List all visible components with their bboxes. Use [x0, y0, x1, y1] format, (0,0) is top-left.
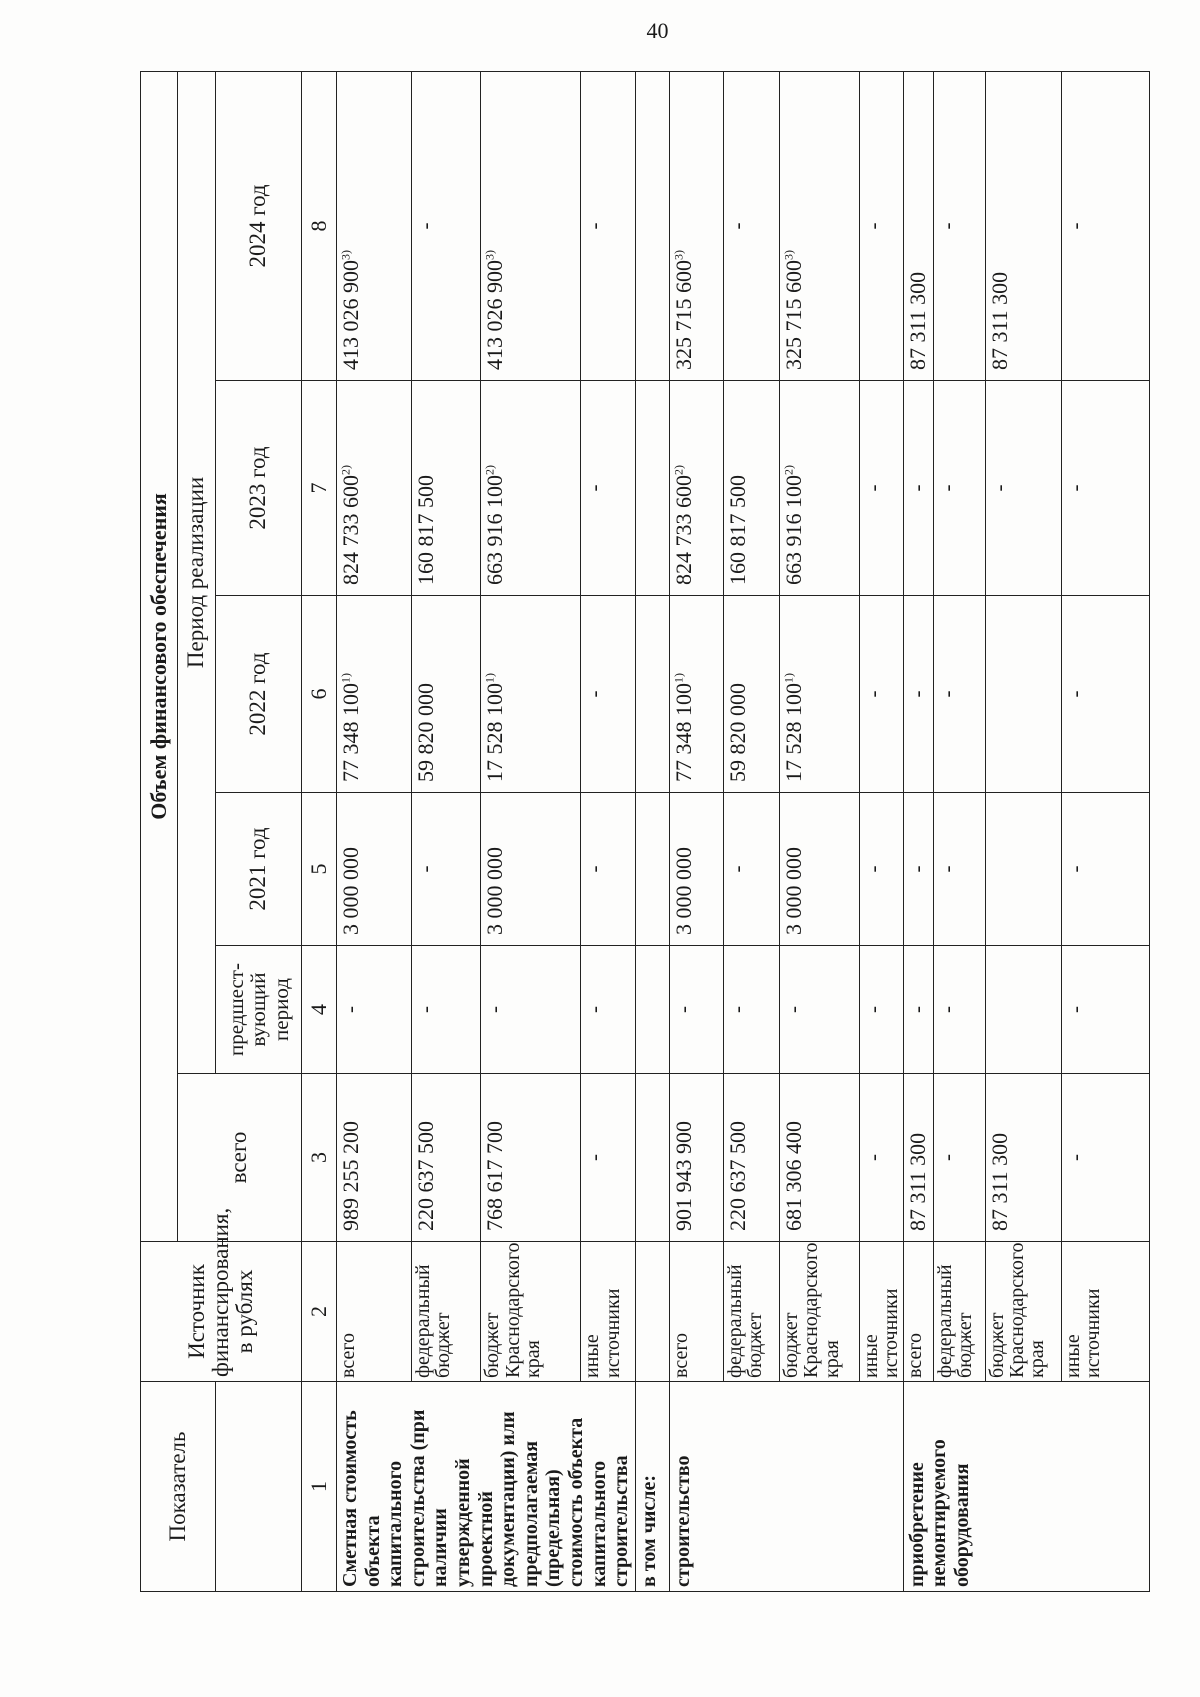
value-cell: 17 528 100$^{1)}$ — [481, 596, 581, 793]
value-cell: - — [337, 946, 412, 1074]
indicator-estimated-cost: Сметная стоимость объекта капитального строительства (при наличии утвержденной проектной документации) или предполагаемая (предельная) стоимость объекта капитального строительства — [337, 1382, 636, 1592]
footnote-mark: 2) — [781, 465, 796, 475]
header-2022: 2022 год — [216, 596, 302, 793]
footnote-mark: 1) — [781, 673, 796, 683]
value-cell: 3 000 000 — [337, 793, 412, 946]
source-cell: федеральный бюджет — [933, 1242, 985, 1382]
value-cell: 87 311 300 — [985, 71, 1061, 380]
col-number: 5 — [302, 793, 337, 946]
value-cell: - — [669, 946, 723, 1074]
indicator-construction: строительство — [669, 1382, 903, 1592]
table-row — [933, 71, 985, 1591]
in-that-number-label: в том числе: — [635, 1382, 669, 1592]
footnote-mark: 2) — [338, 465, 353, 475]
source-cell: бюджет Краснодарского края — [985, 1242, 1061, 1382]
value-cell: 17 528 100$^{1)}$ — [779, 596, 859, 793]
value-cell: - — [903, 946, 933, 1074]
value-cell: - — [1061, 596, 1150, 793]
source-cell: иные источники — [859, 1242, 903, 1382]
value-cell: - — [933, 596, 985, 793]
value-cell: - — [859, 946, 903, 1074]
col-number: 2 — [302, 1242, 337, 1382]
value-cell: - — [481, 946, 581, 1074]
page-number: 40 — [646, 18, 669, 43]
value-cell: - — [859, 71, 903, 380]
table-row — [669, 71, 723, 1591]
value-cell: - — [411, 793, 481, 946]
value-cell: - — [581, 596, 636, 793]
empty-cell — [635, 381, 669, 596]
empty-cell — [635, 1242, 669, 1382]
header-source: Источник финансирования, в рублях — [141, 1242, 302, 1382]
value-cell: 220 637 500 — [723, 1074, 779, 1242]
value-cell: 824 733 600$^{2)}$ — [669, 381, 723, 596]
table-row — [1061, 71, 1150, 1591]
footnote-mark: 1) — [483, 673, 498, 683]
table-row — [903, 71, 933, 1591]
value-cell: - — [933, 1074, 985, 1242]
value-cell: 59 820 000 — [411, 596, 481, 793]
col-number: 8 — [302, 71, 337, 380]
value-cell: - — [1061, 71, 1150, 380]
rotated-sheet — [140, 72, 1150, 1592]
value-cell: 768 617 700 — [481, 1074, 581, 1242]
source-cell: всего — [669, 1242, 723, 1382]
value-cell: - — [933, 793, 985, 946]
value-cell: - — [581, 381, 636, 596]
value-cell: - — [933, 71, 985, 380]
footnote-mark: 2) — [483, 465, 498, 475]
value-cell: 989 255 200 — [337, 1074, 412, 1242]
col-number: 6 — [302, 596, 337, 793]
column-numbers-row — [302, 71, 337, 1591]
col-number: 4 — [302, 946, 337, 1074]
value-cell: 681 306 400 — [779, 1074, 859, 1242]
footnote-mark: 3) — [483, 250, 498, 260]
value-cell: - — [903, 596, 933, 793]
value-cell: - — [411, 71, 481, 380]
indicator-equipment: приобретение немонтируемого оборудования — [903, 1382, 1150, 1592]
value-cell: - — [723, 946, 779, 1074]
header-2021: 2021 год — [216, 793, 302, 946]
value-cell: - — [859, 793, 903, 946]
source-cell: всего — [337, 1242, 412, 1382]
empty-cell — [635, 793, 669, 946]
header-2023: 2023 год — [216, 381, 302, 596]
value-cell: - — [933, 946, 985, 1074]
value-cell: 413 026 900$^{3)}$ — [337, 71, 412, 380]
value-cell: 87 311 300 — [903, 1074, 933, 1242]
value-cell: - — [581, 1074, 636, 1242]
value-cell: 3 000 000 — [669, 793, 723, 946]
value-cell: - — [933, 381, 985, 596]
value-cell: - — [581, 793, 636, 946]
value-cell: - — [581, 946, 636, 1074]
value-cell — [985, 596, 1061, 793]
value-cell: - — [903, 793, 933, 946]
value-cell: 59 820 000 — [723, 596, 779, 793]
value-cell: 87 311 300 — [985, 1074, 1061, 1242]
footnote-mark: 3) — [781, 250, 796, 260]
table-row — [723, 71, 779, 1591]
table-row — [985, 71, 1061, 1591]
col-number: 1 — [302, 1382, 337, 1592]
value-cell: - — [723, 793, 779, 946]
col-number: 3 — [302, 1074, 337, 1242]
footnote-mark: 1) — [338, 673, 353, 683]
value-cell: 3 000 000 — [779, 793, 859, 946]
table-row — [411, 71, 481, 1591]
footnote-mark: 3) — [338, 250, 353, 260]
col-number: 7 — [302, 381, 337, 596]
empty-cell — [635, 1074, 669, 1242]
value-cell: - — [859, 1074, 903, 1242]
value-cell: - — [723, 71, 779, 380]
table-row — [635, 71, 669, 1591]
table-wrapper — [140, 72, 1150, 1592]
source-cell: бюджет Краснодарского края — [481, 1242, 581, 1382]
value-cell — [985, 946, 1061, 1074]
table-row — [337, 71, 412, 1591]
value-cell: 413 026 900$^{3)}$ — [481, 71, 581, 380]
financing-table — [140, 71, 1150, 1592]
value-cell: 663 916 100$^{2)}$ — [481, 381, 581, 596]
value-cell: 77 348 100$^{1)}$ — [669, 596, 723, 793]
value-cell: - — [985, 381, 1061, 596]
value-cell: - — [779, 946, 859, 1074]
header-indicator-spacer — [216, 1382, 302, 1592]
header-financing-volume: Объем финансового обеспечения — [141, 71, 178, 1241]
source-cell: иные источники — [1061, 1242, 1150, 1382]
header-total: всего — [178, 1074, 302, 1242]
empty-cell — [635, 596, 669, 793]
header-2024: 2024 год — [216, 71, 302, 380]
source-cell: иные источники — [581, 1242, 636, 1382]
value-cell: - — [1061, 946, 1150, 1074]
header-period: Период реализации — [178, 71, 216, 1073]
source-cell: федеральный бюджет — [723, 1242, 779, 1382]
empty-cell — [635, 71, 669, 380]
empty-cell — [635, 946, 669, 1074]
value-cell: - — [1061, 381, 1150, 596]
footnote-mark: 2) — [671, 465, 686, 475]
value-cell: 77 348 100$^{1)}$ — [337, 596, 412, 793]
value-cell — [985, 793, 1061, 946]
value-cell: 824 733 600$^{2)}$ — [337, 381, 412, 596]
footnote-mark: 3) — [671, 250, 686, 260]
value-cell: 663 916 100$^{2)}$ — [779, 381, 859, 596]
value-cell: 3 000 000 — [481, 793, 581, 946]
value-cell: - — [859, 596, 903, 793]
table-row — [859, 71, 903, 1591]
value-cell: - — [903, 381, 933, 596]
value-cell: - — [581, 71, 636, 380]
value-cell: 160 817 500 — [411, 381, 481, 596]
value-cell: 325 715 600$^{3)}$ — [779, 71, 859, 380]
table-row — [481, 71, 581, 1591]
value-cell: - — [1061, 793, 1150, 946]
source-cell: бюджет Краснодарского края — [779, 1242, 859, 1382]
value-cell: 901 943 900 — [669, 1074, 723, 1242]
value-cell: - — [859, 381, 903, 596]
table-row — [779, 71, 859, 1591]
table-row — [581, 71, 636, 1591]
value-cell: 160 817 500 — [723, 381, 779, 596]
footnote-mark: 1) — [671, 673, 686, 683]
header-indicator: Показатель — [141, 1382, 216, 1592]
value-cell: 87 311 300 — [903, 71, 933, 380]
value-cell: 220 637 500 — [411, 1074, 481, 1242]
source-cell: всего — [903, 1242, 933, 1382]
value-cell: - — [411, 946, 481, 1074]
source-cell: федеральный бюджет — [411, 1242, 481, 1382]
value-cell: 325 715 600$^{3)}$ — [669, 71, 723, 380]
value-cell: - — [1061, 1074, 1150, 1242]
header-previous: предшест-вующий период — [216, 946, 302, 1074]
